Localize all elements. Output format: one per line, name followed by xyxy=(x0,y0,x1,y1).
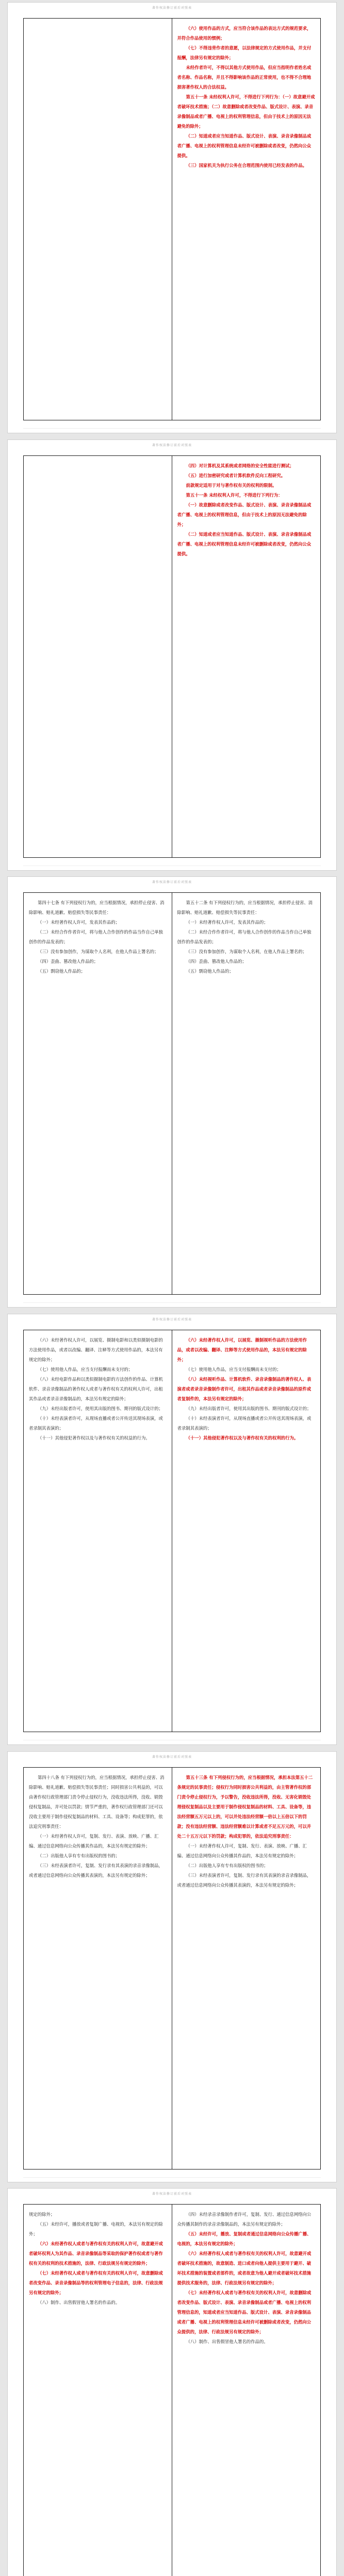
running-header: 著作权法修订前后对照表 xyxy=(152,1318,192,1321)
page-footer-rule xyxy=(23,2177,321,2178)
paragraph: （二）未经合作作者许可，将与他人合作创作的作品当作自己单独创作的作品发表的； xyxy=(177,929,312,944)
paragraph: （五）剽窃他人作品的； xyxy=(186,969,234,974)
paragraph: （三）没有参加创作，为谋取个人名利，在他人作品上署名的； xyxy=(38,949,159,954)
new-text-column xyxy=(172,2205,321,2576)
page xyxy=(7,876,337,1308)
paragraph: （一）未经著作权人许可，复制、发行、表演、放映、广播、汇编、通过信息网络向公众传播其作品的，本法另有规定的除外； xyxy=(29,1834,159,1849)
amended-paragraph: （七）未经著作权人或者与著作权有关的权利人许可，故意删除或者改变作品、录音录像制品等的权利管理电子信息的，法律、行政法规另有规定的除外； xyxy=(29,2270,163,2295)
comparison-table xyxy=(23,455,321,858)
paragraph: （六）未经著作权人许可，以展览、摄制电影和以类似摄制电影的方法使用作品，或者以改编、翻译、注释等方式使用作品的，本法另有规定的除外； xyxy=(29,1337,163,1362)
paragraph: （八）制作、出售假冒他人署名的作品的。 xyxy=(38,2300,120,2305)
new-text-column xyxy=(172,456,321,857)
comparison-table xyxy=(23,2204,321,2576)
paragraph: （四）歪曲、篡改他人作品的； xyxy=(38,959,99,964)
paragraph: 规定的除外； xyxy=(29,2212,55,2217)
amended-paragraph: （七）不得违背作者的意愿，以法律规定的方式使用作品，并支付报酬，法律另有规定的除外； xyxy=(177,45,312,60)
page-footer-rule xyxy=(23,1302,321,1303)
running-header: 著作权法修订前后对照表 xyxy=(152,444,192,447)
paragraph: 第四十八条 有下列侵权行为的，应当根据情况，承担停止侵害、消除影响、赔礼道歉、赔偿损失等民事责任；同时损害公共利益的，可以由著作权行政管理部门责令停止侵权行为，没收违法所得，没收、销毁侵权复制品，并可处以罚款；情节严重的，著作权行政管理部门还可以没收主要用于制作侵权复制品的材料、工具、设备等；构成犯罪的，依法追究刑事责任： xyxy=(29,1775,165,1829)
old-text-column xyxy=(24,1330,172,1732)
paragraph: 第四十七条 有下列侵权行为的，应当根据情况，承担停止侵害、消除影响、赔礼道歉、赔偿损失等民事责任： xyxy=(29,900,165,915)
amended-paragraph: （五）未经许可，播放、复制或者通过信息网络向公众传播广播、电视的，本法另有规定的除外； xyxy=(177,2231,312,2246)
paragraph: （一）未经著作权人许可，发表其作品的； xyxy=(186,920,268,925)
amended-paragraph: （二）知道或者应当知道作品、版式设计、表演、录音录像制品或者广播、电视上的权利管理信息未经许可被删除或者改变，仍然向公众提供。 xyxy=(177,532,312,556)
amended-paragraph: （六）未经著作权人或者与著作权有关的权利人许可，故意避开或者破坏技术措施的，故意制造、进口或者向他人提供主要用于避开、破坏技术措施的装置或者部件的，或者故意为他人避开或者破坏技术措施提供技术服务的，法律、行政法规另有规定的除外； xyxy=(177,2251,312,2285)
amended-paragraph: （八）未经视听作品、计算机软件、录音录像制品的著作权人、表演者或者录音录像制作者许可，出租其作品或者录音录像制品的原件或者复制件的，本法另有规定的除外； xyxy=(177,1377,312,1401)
amended-paragraph: （五）进行加密研究或者计算机软件反向工程研究。 xyxy=(186,473,286,478)
amended-paragraph: 未经作者许可，不得以其他方式使用作品，但应当指明作者姓名或者名称、作品名称，并且不得影响该作品的正常使用，也不得不合理地损害著作权人的合法权益。 xyxy=(177,65,312,90)
comparison-table xyxy=(23,18,321,420)
paragraph: （十）未经表演者许可，从现场直播或者公开传送其现场表演，或者录制其表演的； xyxy=(29,1416,163,1431)
amended-paragraph: （二）知道或者应当知道作品、版式设计、表演、录音录像制品或者广播、电视上的权利管理信息未经许可被删除或者改变，仍然向公众提供。 xyxy=(177,133,312,158)
old-text-column xyxy=(24,456,172,857)
old-text-column xyxy=(24,1768,172,2169)
running-header: 著作权法修订前后对照表 xyxy=(152,2192,192,2196)
comparison-table xyxy=(23,1767,321,2170)
amended-paragraph: 第五十一条 未经权利人许可，不得进行下列行为： xyxy=(186,493,283,498)
comparison-table xyxy=(23,1330,321,1732)
amended-paragraph: 前款规定适用于对与著作权有关的权利的限制。 xyxy=(186,483,277,488)
paragraph: （三）没有参加创作，为谋取个人名利，在他人作品上署名的； xyxy=(186,949,307,954)
old-text-column xyxy=(24,2205,172,2576)
page xyxy=(7,439,337,871)
paragraph: （五）剽窃他人作品的； xyxy=(38,969,86,974)
amended-paragraph: （六）使用作品的方式，应当符合该作品的表达方式的规范要求，并符合作品使用的惯例； xyxy=(177,26,312,41)
page xyxy=(7,1314,337,1745)
paragraph: （十一）其他侵犯著作权以及与著作权有关的权益的行为。 xyxy=(38,1435,150,1440)
paragraph: （五）未经许可，播放或者复制广播、电视的，本法另有规定的除外； xyxy=(29,2222,163,2236)
paragraph: （十）未经表演者许可，从现场直播或者公开传送其现场表演，或者录制其表演的； xyxy=(177,1416,312,1431)
amended-paragraph: （四）对计算机及其系统或者网络的安全性能进行测试； xyxy=(186,463,294,468)
paragraph: （八）制作、出售假冒他人署名的作品的。 xyxy=(186,2339,268,2344)
paragraph: （七）使用他人作品，应当支付报酬而未支付的； xyxy=(186,1367,281,1372)
paragraph: （四）未经录音录像制作者许可，复制、发行、通过信息网络向公众传播其制作的录音录像制品的，本法另有规定的除外； xyxy=(177,2212,312,2227)
paragraph: （四）歪曲、篡改他人作品的； xyxy=(186,959,247,964)
amended-paragraph: 第五十三条 有下列侵权行为的，应当根据情况，承担本法第五十二条规定的民事责任；侵权行为同时损害公共利益的，由主管著作权的部门责令停止侵权行为，予以警告，没收违法所得，没收、无害化销毁处理侵权复制品以及主要用于制作侵权复制品的材料、工具、设备等，违法经营额五万元以上的，可以并处违法经营额一倍以上五倍以下的罚款；没有违法经营额、违法经营额难以计算或者不足五万元的，可以并处二十五万元以下的罚款；构成犯罪的，依法追究刑事责任： xyxy=(177,1775,313,1839)
amended-paragraph: （六）未经著作权人许可，以展览、摄制视听作品的方法使用作品，或者以改编、翻译、注释等方式使用作品的，本法另有规定的除外； xyxy=(177,1337,307,1362)
running-header: 著作权法修订前后对照表 xyxy=(152,1755,192,1759)
paragraph: （八）未经电影作品和以类似摄制电影的方法创作的作品、计算机软件、录音录像制品的著作权人或者与著作权有关的权利人许可，出租其作品或者录音录像制品的，本法另有规定的除外； xyxy=(29,1377,163,1401)
page xyxy=(7,2,337,433)
paragraph: （一）未经著作权人许可，复制、发行、表演、放映、广播、汇编、通过信息网络向公众传播其作品的，本法另有规定的除外； xyxy=(177,1843,307,1858)
new-text-column xyxy=(172,19,321,420)
paragraph: （七）使用他人作品，应当支付报酬而未支付的； xyxy=(38,1367,133,1372)
paragraph: （一）未经著作权人许可，发表其作品的； xyxy=(38,920,120,925)
page-footer-rule xyxy=(23,428,321,429)
paragraph: 第五十二条 有下列侵权行为的，应当根据情况，承担停止侵害、消除影响、赔礼道歉、赔偿损失等民事责任： xyxy=(177,900,313,915)
amended-paragraph: （一）故意删除或者改变作品、版式设计、表演、录音录像制品或者广播、电视上的权利管理信息，但由于技术上的原因无法避免的除外； xyxy=(177,502,312,527)
running-header: 著作权法修订前后对照表 xyxy=(152,880,192,884)
paragraph: （九）未经出版者许可，使用其出版的图书、期刊的版式设计的； xyxy=(38,1406,163,1411)
paragraph: （二）出版他人享有专有出版权的图书的； xyxy=(38,1853,120,1858)
amended-paragraph: （十一）其他侵犯著作权以及与著作权有关的权利的行为。 xyxy=(186,1435,299,1440)
page xyxy=(7,2188,337,2576)
paragraph: （九）未经出版者许可，使用其出版的图书、期刊的版式设计的； xyxy=(186,1406,312,1411)
running-header: 著作权法修订前后对照表 xyxy=(152,6,192,10)
amended-paragraph: 第五十一条 未经权利人许可，不得进行下列行为：（一）故意避开或者破坏技术措施；（二）故意删除或者改变作品、版式设计、表演、录音录像制品或者广播、电视上的权利管理信息，但由于技术上的原因无法避免的除外； xyxy=(177,94,315,129)
paragraph: （三）未经表演者许可，复制、发行录有其表演的录音录像制品，或者通过信息网络向公众传播其表演的，本法另有规定的除外； xyxy=(177,1873,312,1888)
amended-paragraph: （六）未经著作权人或者与著作权有关的权利人许可，故意避开或者破坏权利人为其作品、录音录像制品等采取的保护著作权或者与著作权有关的权利的技术措施的，法律、行政法规另有规定的除外； xyxy=(29,2241,163,2266)
amended-paragraph: （七）未经著作权人或者与著作权有关的权利人许可，故意删除或者改变作品、版式设计、表演、录音录像制品或者广播、电视上的权利管理信息的，知道或者应当知道作品、版式设计、表演、录音录像制品或者广播、电视上的权利管理信息未经许可被删除或者改变，仍然向公众提供的，法律、行政法规另有规定的除外； xyxy=(177,2290,312,2334)
comparison-table xyxy=(23,892,321,1295)
paragraph: （二）出版他人享有专有出版权的图书的； xyxy=(186,1863,268,1868)
new-text-column xyxy=(172,1330,321,1732)
new-text-column xyxy=(172,893,321,1294)
old-text-column xyxy=(24,893,172,1294)
paragraph: （二）未经合作作者许可，将与他人合作创作的作品当作自己单独创作的作品发表的； xyxy=(29,929,163,944)
amended-paragraph: （三）国家机关为执行公务在合理范围内使用已经发表的作品。 xyxy=(186,163,307,168)
page xyxy=(7,1751,337,2182)
new-text-column xyxy=(172,1768,321,2169)
paragraph: （三）未经表演者许可，复制、发行录有其表演的录音录像制品，或者通过信息网络向公众传播其表演的，本法另有规定的除外； xyxy=(29,1863,163,1878)
old-text-column xyxy=(24,19,172,420)
